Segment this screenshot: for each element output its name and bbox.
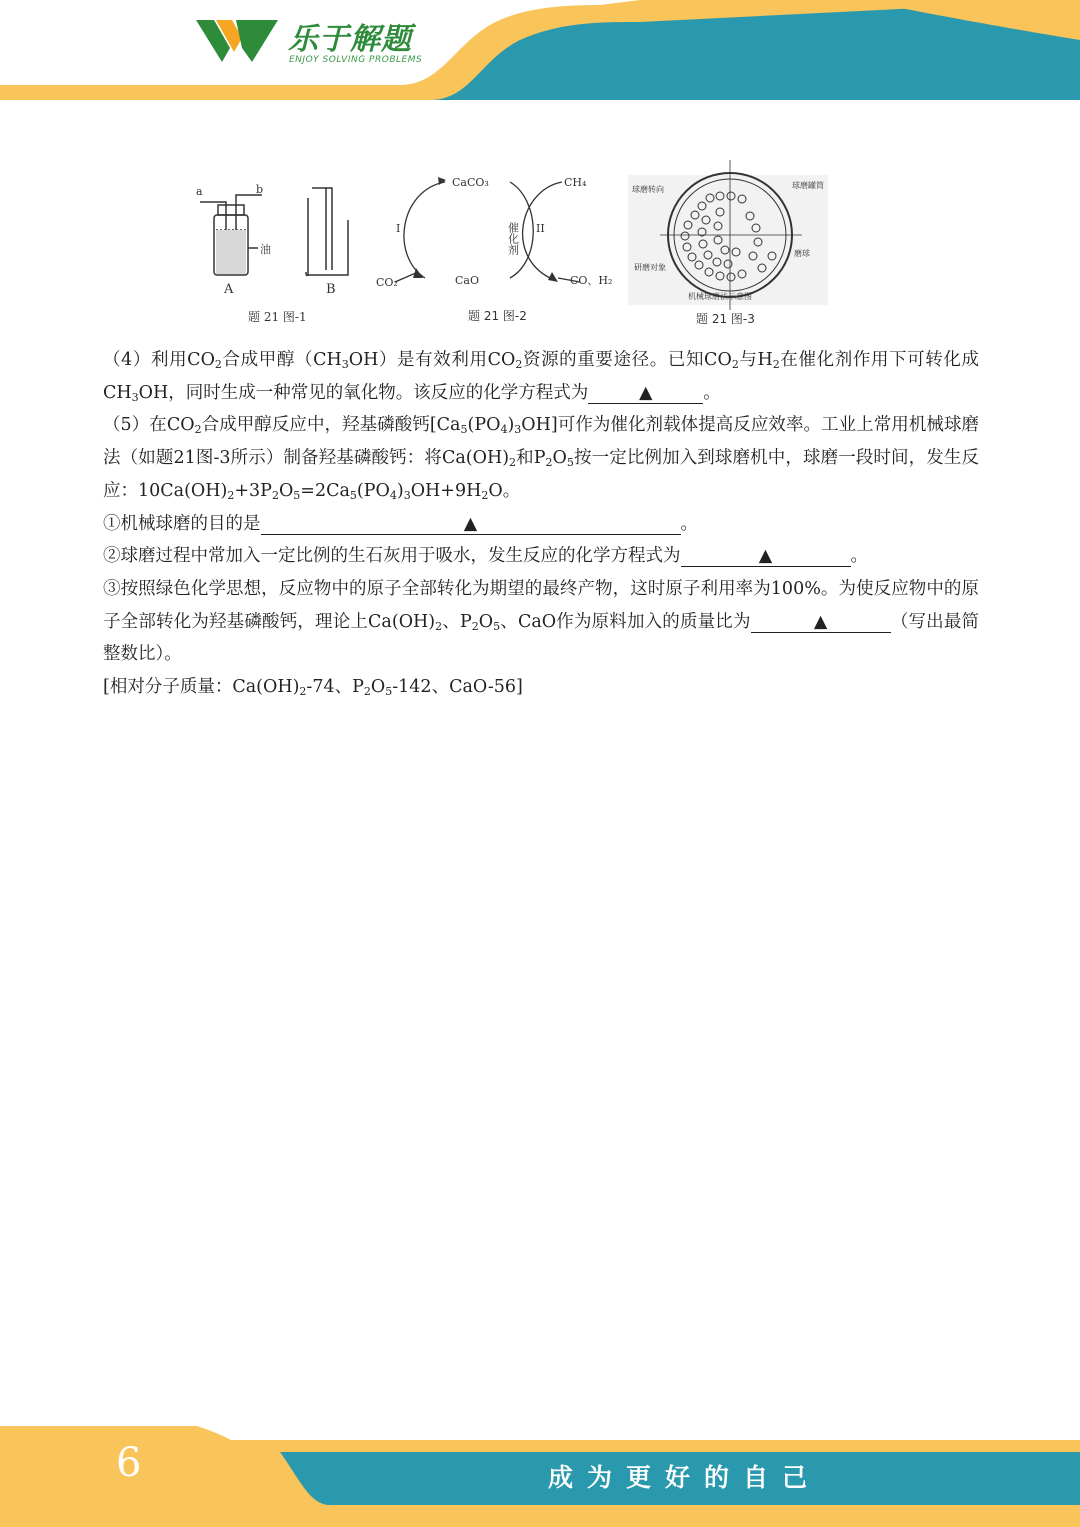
fig2-catalyst: 催化剂 [506, 222, 520, 255]
fig3-jar: 球磨罐筒 [792, 181, 824, 190]
sub-question-2: ②球磨过程中常加入一定比例的生石灰用于吸水，发生反应的化学方程式为 ▲ 。 [103, 546, 868, 567]
fig1-bottle-label: A [224, 282, 234, 297]
sub-question-3: ③按照绿色化学思想，反应物中的原子全部转化为期望的最终产物，这时原子利用率为100%。为使反应物中的原子全部转化为羟基磷酸钙，理论上$Ca(OH)_2$、$P_2O_5$、CaO作为原料加入的质量比为 ▲ （写出最简整数比）。 [103, 578, 980, 665]
fig2-caco3: CaCO₃ [452, 176, 489, 189]
brand-slogan-en: ENJOY SOLVING PROBLEMS [289, 55, 423, 65]
sub-question-1: ①机械球磨的目的是 ▲ 。 [103, 513, 698, 534]
fig1-apparatus [200, 188, 348, 276]
fig1-oil-label: 油 [260, 243, 271, 256]
fig3-ball: 磨球 [794, 249, 810, 258]
brand-name: 乐于解题 [288, 22, 412, 57]
fig1-caption: 题 21 图-1 [248, 310, 307, 324]
question-5: （5）在$CO_2$合成甲醇反应中，羟基磷酸钙$[Ca_5(PO_4)_3OH]$可作为催化剂载体提高反应效率。工业上常用机械球磨法（如题21图-3所示）制备羟基磷酸钙：将$Ca(OH)_2$和$P_2O_5$按一定比例加入到球磨机中，球磨一段时间，发生反应：$10Ca(OH)_2+3P_2O_5=2Ca_5(PO_4)_3OH+9H_2O$。 [103, 415, 980, 502]
fig2-products: CO、H₂ [570, 274, 613, 287]
fig2-caption: 题 21 图-2 [468, 309, 527, 323]
fig2-co2: CO₂ [376, 276, 398, 289]
logo-icon [196, 18, 278, 64]
fig2-step1: I [396, 222, 401, 235]
fig3-rotation: 球磨转向 [632, 185, 664, 194]
fig2-step2: II [536, 222, 545, 235]
figures-row [190, 160, 840, 335]
answer-blank-q4[interactable]: ▲ [588, 383, 703, 404]
footer-banner [0, 1420, 1080, 1527]
fig2-ch4: CH₄ [564, 176, 587, 189]
molecular-mass-note: [相对分子质量：$Ca(OH)_2-74$、$P_2O_5-142$、CaO-56] [103, 677, 523, 699]
fig2-arrowhead [548, 272, 558, 282]
footer-slogan: 成为更好的自己 [548, 1463, 822, 1492]
page-number: 6 [116, 1440, 142, 1486]
fig2-arrowhead [438, 177, 446, 185]
question-4: （4）利用$CO_2$合成甲醇$(CH_3OH)$是有效利用$CO_2$资源的重要途径。已知$CO_2$与$H_2$在催化剂作用下可转化成$CH_3OH$，同时生成一种常见的氧化物。该反应的化学方程式为 ▲ 。 [103, 350, 979, 404]
fig2-cycle [395, 182, 580, 282]
question-body [103, 344, 979, 704]
fig3-background [628, 175, 828, 305]
header-banner [0, 0, 1080, 110]
fig1-label-a: a [196, 185, 203, 198]
fig1-label-b: b [256, 183, 264, 196]
fig2-arrowhead [413, 268, 423, 278]
answer-blank-s2[interactable]: ▲ [681, 546, 851, 567]
answer-blank-s3[interactable]: ▲ [751, 612, 891, 633]
fig3-title: 机械球磨法示意图 [688, 292, 752, 301]
answer-blank-s1[interactable]: ▲ [261, 514, 681, 535]
fig3-object: 研磨对象 [634, 263, 666, 272]
fig3-caption: 题 21 图-3 [696, 312, 755, 326]
fig2-cao: CaO [455, 274, 479, 287]
fig1-beaker-label: B [326, 282, 336, 297]
